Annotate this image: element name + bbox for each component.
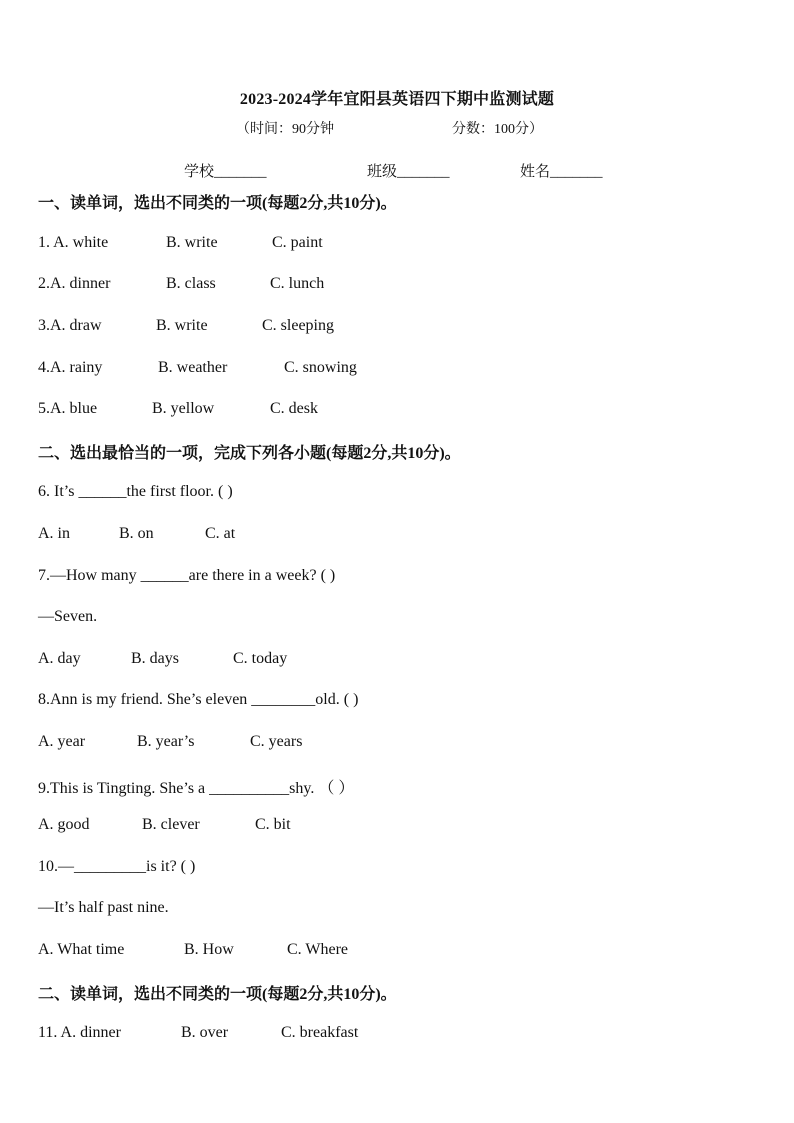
- q1-option-b: B. write: [166, 234, 218, 251]
- question-11: [38, 1024, 358, 1042]
- question-2: [38, 275, 324, 293]
- q2-option-c: C. lunch: [270, 275, 325, 292]
- exam-score: 分数：100分）: [452, 122, 543, 137]
- name-field: 姓名_______: [520, 164, 603, 180]
- question-10-reply: —It’s half past nine.: [38, 899, 169, 916]
- q10-option-b: B. How: [184, 941, 234, 958]
- q1-option-c: C. paint: [272, 234, 323, 251]
- q11-option-b: B. over: [181, 1024, 229, 1041]
- q5-option-a: 5.A. blue: [38, 400, 98, 417]
- question-6-options: [38, 525, 235, 543]
- q4-option-b: B. weather: [158, 359, 228, 376]
- section-heading-3: 二、读单词，选出不同类的一项(每题2分,共10分)。: [38, 986, 397, 1003]
- question-7-stem: 7.—How many ______are there in a week? ( ): [38, 567, 336, 584]
- q4-option-a: 4.A. rainy: [38, 359, 103, 376]
- q3-option-c: C. sleeping: [262, 317, 334, 334]
- question-10-stem: 10.—_________is it? ( ): [38, 858, 196, 875]
- q7-option-a: A. day: [38, 650, 81, 667]
- question-3: [38, 317, 334, 335]
- q3-option-b: B. write: [156, 317, 208, 334]
- question-4: [38, 359, 357, 377]
- q8-option-b: B. year’s: [137, 733, 195, 750]
- class-field: 班级_______: [367, 164, 450, 180]
- question-6-stem: 6. It’s ______the first floor. ( ): [38, 483, 233, 500]
- q7-option-c: C. today: [233, 650, 288, 667]
- q7-option-b: B. days: [131, 650, 179, 667]
- q8-option-a: A. year: [38, 733, 86, 750]
- question-9-stem: 9.This is Tingting. She’s a __________shy. （ ）: [38, 780, 355, 797]
- q2-option-b: B. class: [166, 275, 216, 292]
- question-8-stem: 8.Ann is my friend. She’s eleven ________old. ( ): [38, 691, 359, 708]
- q4-option-c: C. snowing: [284, 359, 357, 376]
- question-7-options: [38, 650, 287, 668]
- question-5: [38, 400, 318, 418]
- q9-option-a: A. good: [38, 816, 90, 833]
- q9-option-c: C. bit: [255, 816, 291, 833]
- q2-option-a: 2.A. dinner: [38, 275, 111, 292]
- question-7-reply: —Seven.: [38, 608, 98, 625]
- q1-option-a: 1. A. white: [38, 234, 109, 251]
- section-heading-1: 一、读单词，选出不同类的一项(每题2分,共10分)。: [38, 195, 397, 212]
- question-9-options: [38, 816, 291, 834]
- q11-option-c: C. breakfast: [281, 1024, 359, 1041]
- q5-option-c: C. desk: [270, 400, 318, 417]
- q6-option-c: C. at: [205, 525, 236, 542]
- q6-option-a: A. in: [38, 525, 70, 542]
- question-1: [38, 234, 323, 252]
- q10-option-a: A. What time: [38, 941, 125, 958]
- q9-option-b: B. clever: [142, 816, 200, 833]
- q10-option-c: C. Where: [287, 941, 349, 958]
- section-heading-2: 二、选出最恰当的一项，完成下列各小题(每题2分,共10分)。: [38, 445, 461, 462]
- school-field: 学校_______: [184, 164, 267, 180]
- question-8-options: [38, 733, 302, 751]
- exam-time: （时间：90分钟: [236, 122, 334, 137]
- question-10-options: [38, 941, 348, 959]
- page-title: 2023-2024学年宜阳县英语四下期中监测试题: [239, 91, 555, 108]
- q3-option-a: 3.A. draw: [38, 317, 102, 334]
- q5-option-b: B. yellow: [152, 400, 215, 417]
- q11-option-a: 11. A. dinner: [38, 1024, 121, 1041]
- q8-option-c: C. years: [250, 733, 303, 750]
- q6-option-b: B. on: [119, 525, 154, 542]
